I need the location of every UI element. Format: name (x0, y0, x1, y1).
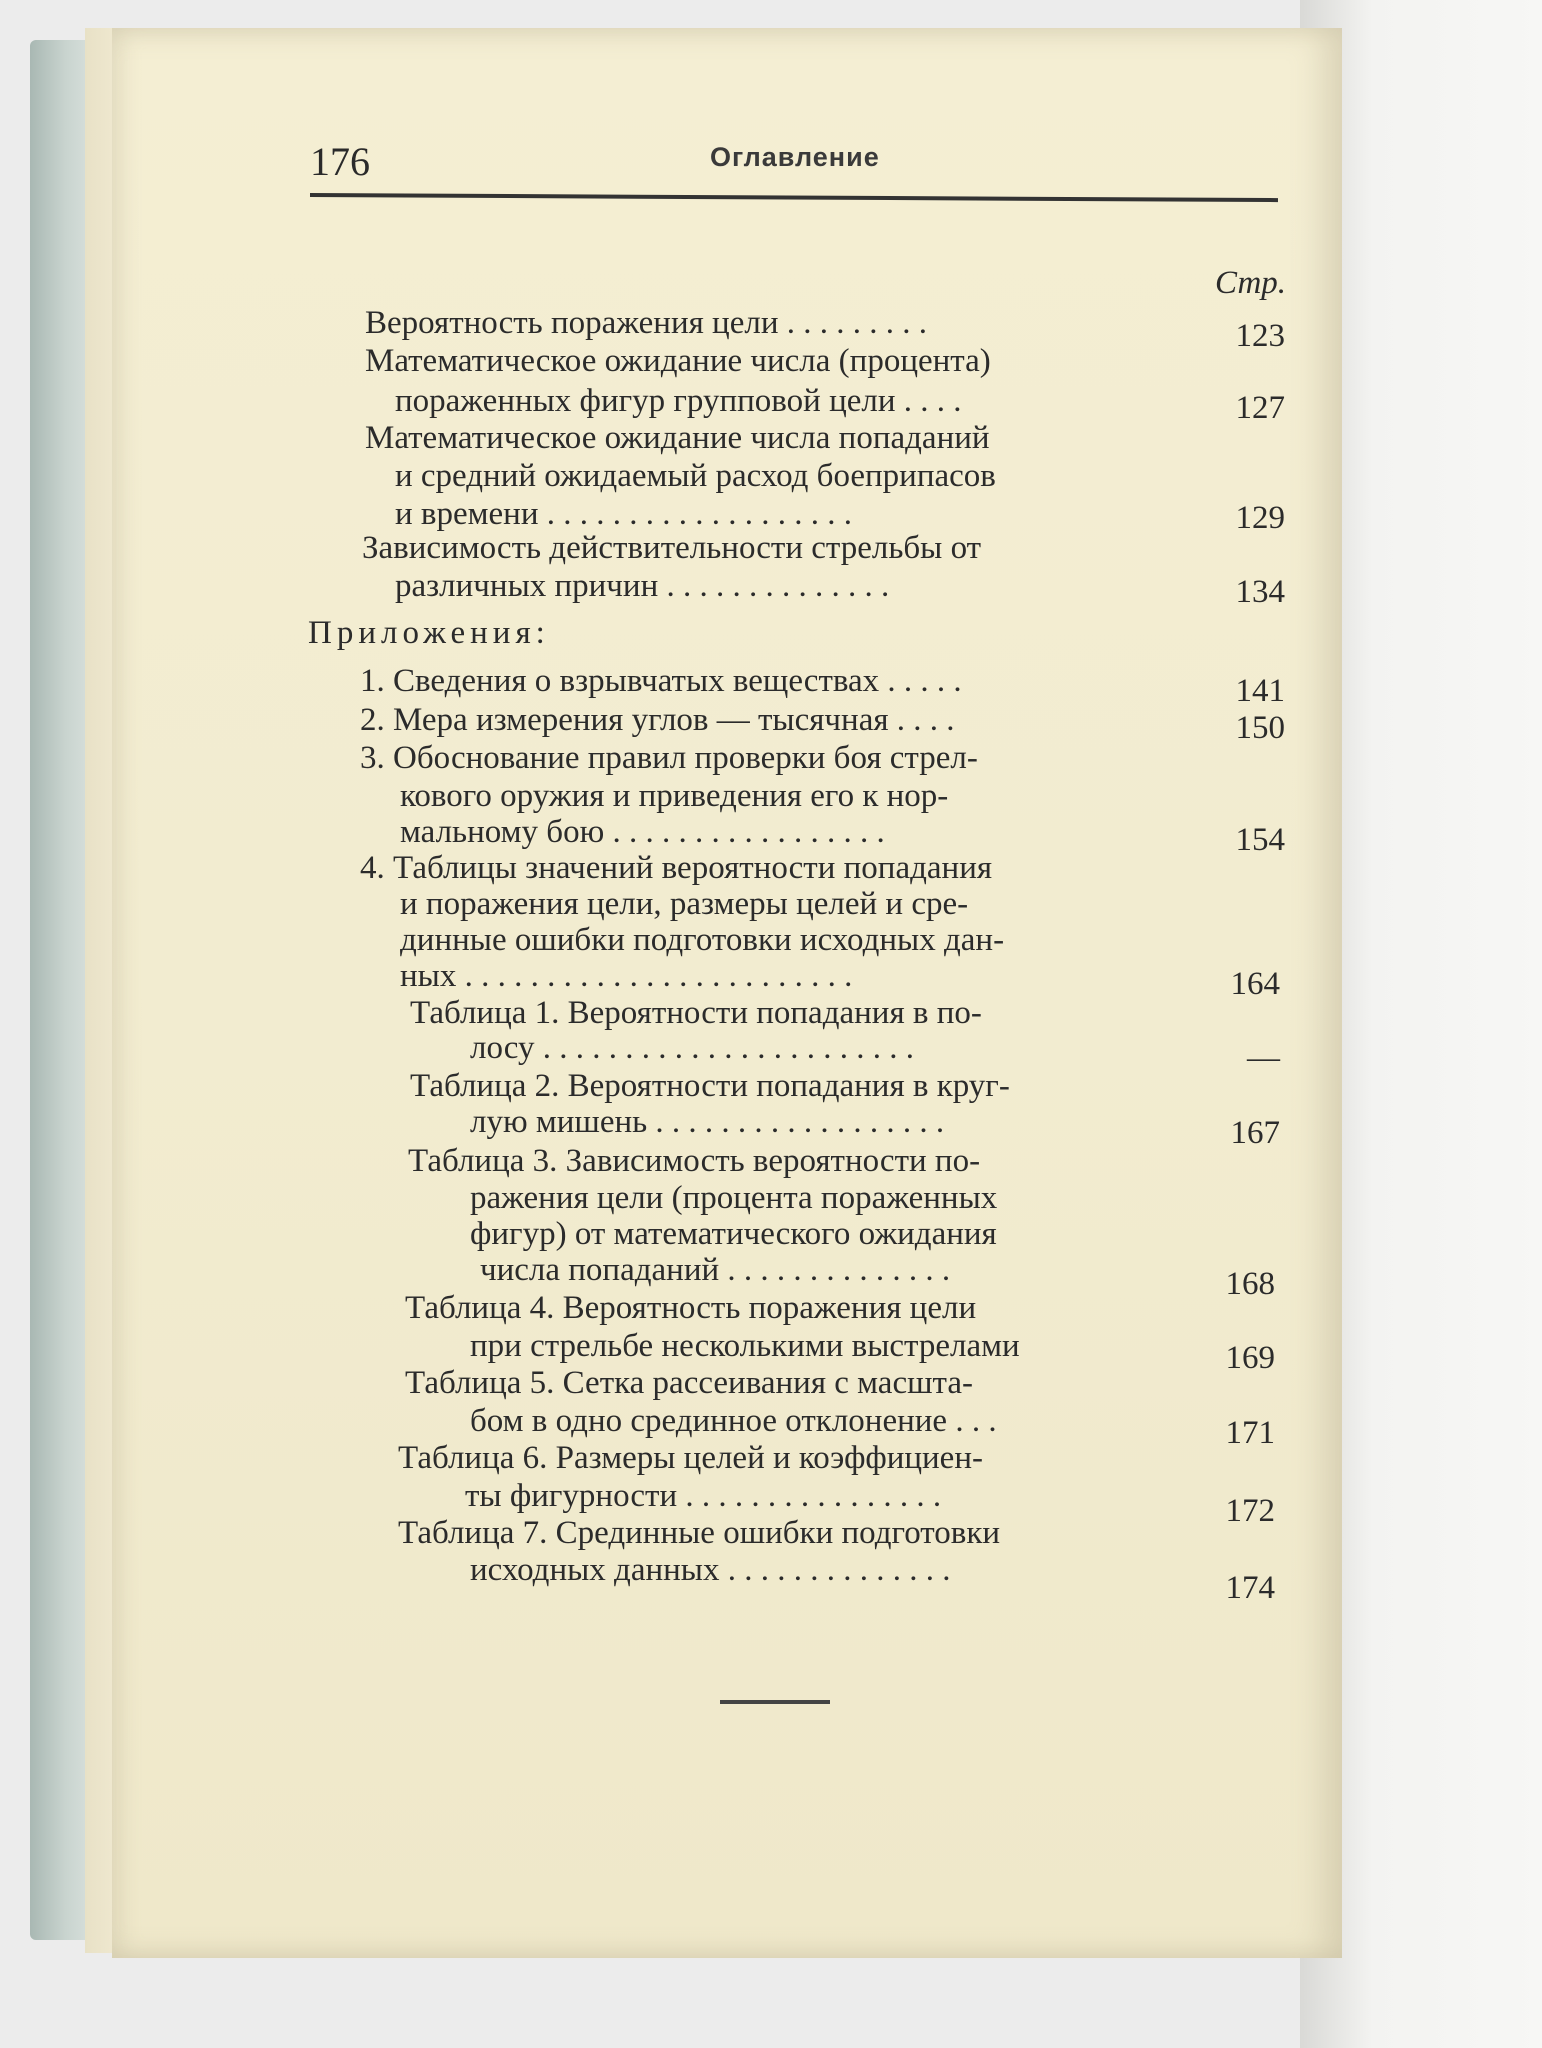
appendix-heading: Приложения: (308, 615, 550, 651)
running-head-title: Оглавление (710, 142, 880, 172)
appendix-line: Таблица 3. Зависимость вероятности по- (408, 1143, 981, 1179)
toc-line: пораженных фигур групповой цели . . . . (395, 383, 962, 419)
appendix-line: ных . . . . . . . . . . . . . . . . . . . . . . . . (400, 958, 853, 994)
appendix-page: 150 (1235, 710, 1285, 746)
appendix-line: Таблица 1. Вероятности попадания в по- (410, 995, 982, 1031)
appendix-line: Таблица 6. Размеры целей и коэффициен- (398, 1440, 983, 1476)
toc-line: Математическое ожидание числа попаданий (365, 420, 990, 456)
appendix-line: Таблица 7. Срединные ошибки подготовки (398, 1515, 1001, 1551)
page-number: 176 (310, 139, 370, 184)
appendix-line: исходных данных . . . . . . . . . . . . . . (470, 1552, 951, 1588)
toc-page: 129 (1235, 500, 1285, 536)
appendix-line: 4. Таблицы значений вероятности попадания (360, 850, 993, 886)
appendix-page: 141 (1235, 673, 1285, 709)
appendix-page: 169 (1225, 1340, 1275, 1376)
end-rule (720, 1700, 830, 1704)
toc-line: и средний ожидаемый расход боеприпасов (395, 458, 996, 494)
toc-page: 134 (1235, 574, 1285, 610)
appendix-line: при стрельбе несколькими выстрелами (470, 1328, 1020, 1364)
page-column-label: Стр. (1215, 265, 1287, 301)
toc-line: Вероятность поражения цели . . . . . . . . . (365, 305, 927, 341)
toc-line: и времени . . . . . . . . . . . . . . . . . . . (395, 496, 852, 532)
appendix-line: фигур) от математического ожидания (470, 1216, 997, 1252)
appendix-line: лую мишень . . . . . . . . . . . . . . . . . . (470, 1104, 945, 1140)
toc-line: различных причин . . . . . . . . . . . . . . (395, 568, 890, 604)
toc-line: Математическое ожидание числа (процента) (365, 343, 991, 379)
appendix-line: ражения цели (процента пораженных (470, 1180, 998, 1216)
appendix-line: мальному бою . . . . . . . . . . . . . . . . . (400, 814, 885, 850)
appendix-line: динные ошибки подготовки исходных дан- (400, 922, 1005, 958)
appendix-line: ты фигурности . . . . . . . . . . . . . . . . (465, 1478, 942, 1514)
appendix-page: — (1247, 1040, 1280, 1076)
appendix-line: лосу . . . . . . . . . . . . . . . . . . . . . . . (470, 1030, 915, 1066)
toc-line: Зависимость действительности стрельбы от (362, 530, 982, 566)
appendix-line: кового оружия и приведения его к нор- (400, 778, 949, 814)
appendix-line: Таблица 2. Вероятности попадания в круг- (410, 1068, 1010, 1104)
toc-page: 123 (1235, 318, 1285, 354)
appendix-line: числа попаданий . . . . . . . . . . . . . . (480, 1252, 951, 1288)
appendix-line: и поражения цели, размеры целей и сре- (400, 886, 969, 922)
appendix-page: 171 (1225, 1415, 1275, 1451)
appendix-page: 168 (1225, 1266, 1275, 1302)
appendix-line: 1. Сведения о взрывчатых веществах . . . . . (360, 663, 962, 699)
toc-page: 127 (1235, 390, 1285, 426)
appendix-line: 3. Обоснование правил проверки боя стрел- (360, 740, 978, 776)
appendix-page: 172 (1225, 1493, 1275, 1529)
appendix-page: 174 (1225, 1570, 1275, 1606)
appendix-page: 167 (1230, 1115, 1280, 1151)
appendix-page: 164 (1230, 966, 1280, 1002)
appendix-line: 2. Мера измерения углов — тысячная . . . . (360, 702, 955, 738)
appendix-line: бом в одно срединное отклонение . . . (470, 1403, 997, 1439)
appendix-line: Таблица 4. Вероятность поражения цели (405, 1290, 977, 1326)
appendix-line: Таблица 5. Сетка рассеивания с масшта- (405, 1365, 973, 1401)
appendix-page: 154 (1235, 822, 1285, 858)
